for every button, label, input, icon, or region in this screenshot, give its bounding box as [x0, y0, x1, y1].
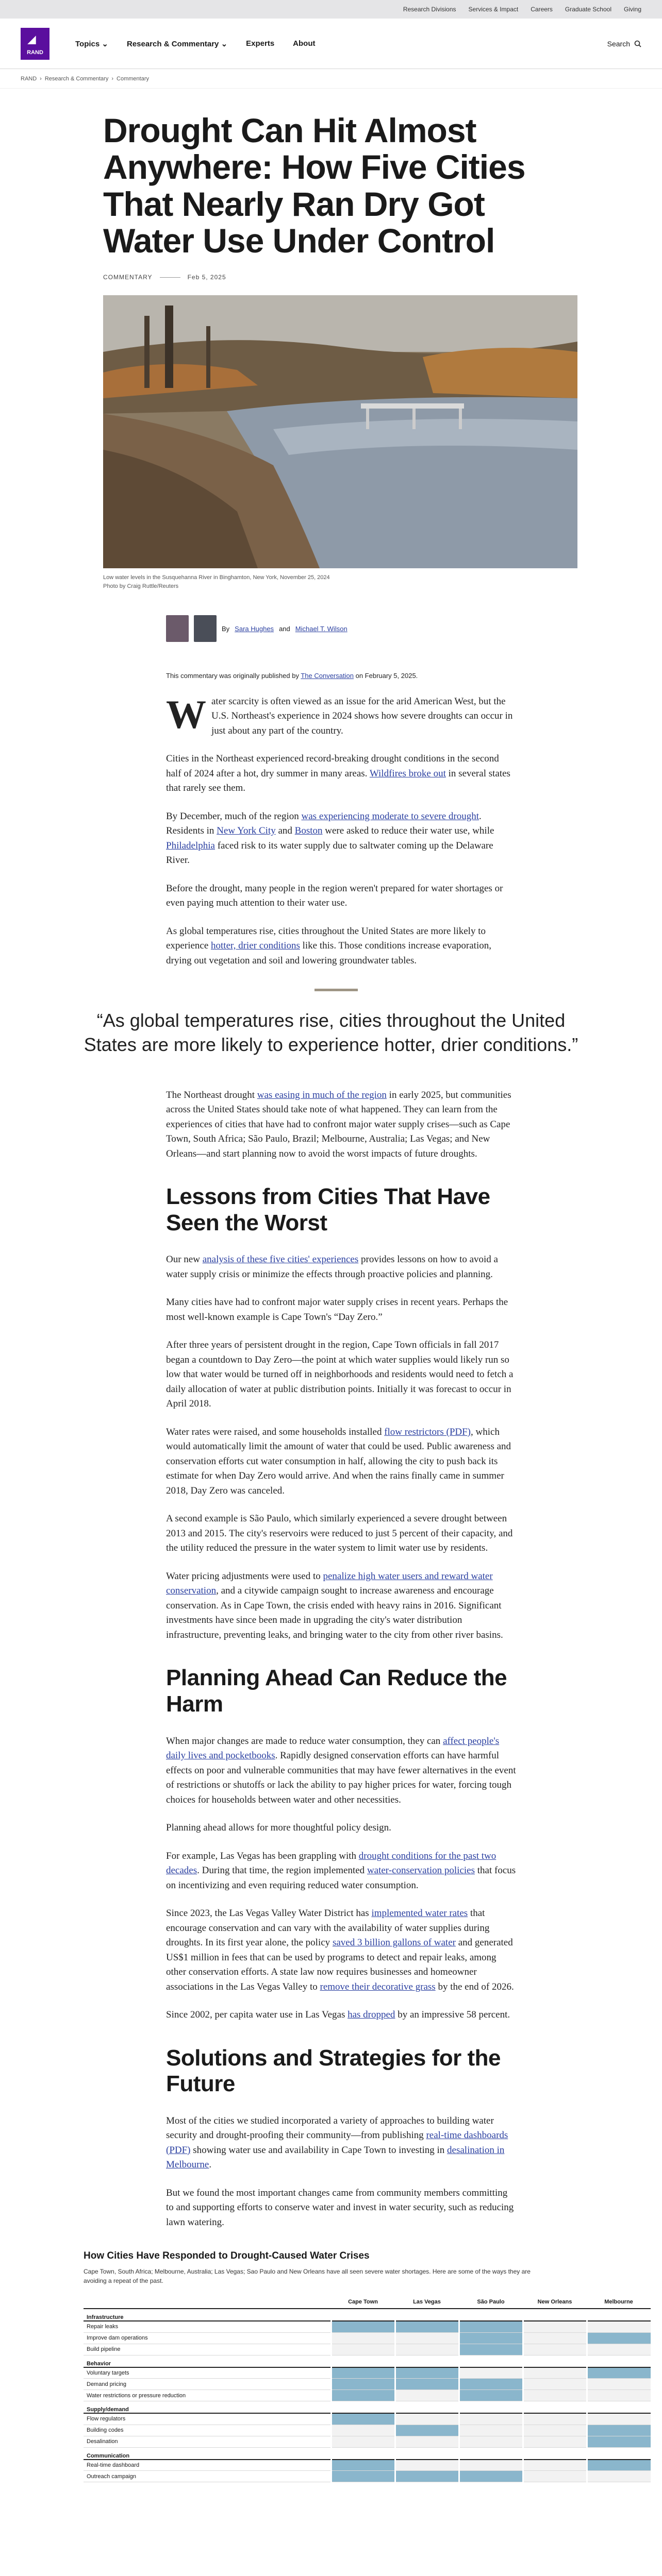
- table-cell-filled: [395, 2379, 459, 2390]
- table-cell-empty: [395, 2413, 459, 2425]
- table-group-label: Infrastructure: [84, 2309, 651, 2321]
- table-cell-filled: [459, 2332, 523, 2344]
- section-heading: Planning Ahead Can Reduce the Harm: [166, 1665, 507, 1717]
- paragraph: Water rates were raised, and some households installed flow restrictors (PDF), which would automatically limit the amount of water that could be used. Public awareness and conservation efforts cut water consumption in half, allowing the city to push back its estimate for when Day Zero would arrive. And when the rains finally came in summer 2018, Day Zero was canceled.: [166, 1426, 511, 1496]
- inline-link[interactable]: Boston: [294, 825, 323, 837]
- paragraph: Before the drought, many people in the region weren't prepared for water shortages or even paying much attention to their water use.: [166, 883, 503, 909]
- table-cell-empty: [395, 2460, 459, 2471]
- breadcrumb: [0, 69, 662, 89]
- paragraph: Our new analysis of these five cities' experiences provides lessons on how to avoid a water supply crisis or minimize the effects through proactive policies and planning.: [166, 1254, 498, 1280]
- table-cell-filled: [459, 2390, 523, 2401]
- table-cell-filled: [331, 2390, 395, 2401]
- table-cell-empty: [459, 2460, 523, 2471]
- paragraph: Water pricing adjustments were used to penalize high water users and reward water conservation, and a citywide campaign sought to increase awareness and encourage conservation. As in Cape Town, the crisis ended with heavy rains in 2016. Significant investments have since been made in upgrading the city's water distribution infrastructure, preventing leaks, and bringing water to the city from other river basins.: [166, 1570, 503, 1640]
- inline-link[interactable]: Philadelphia: [166, 840, 215, 851]
- drop-cap: W: [166, 691, 206, 737]
- table-row-label: Repair leaks: [84, 2321, 331, 2332]
- nav-research-commentary[interactable]: Research & Commentary ⌄: [126, 39, 228, 48]
- page-title: Drought Can Hit Almost Anywhere: How Five Cities That Nearly Ran Dry Got Water Use Under Control: [103, 111, 525, 260]
- table-row-label: Improve dam operations: [84, 2332, 331, 2344]
- table-cell-empty: [587, 2379, 651, 2390]
- table-description: Cape Town, South Africa; Melbourne, Australia; Las Vegas; Sao Paulo and New Orleans have all seen severe water shortages. Here are some of the ways they are avoiding a repeat of the past.: [84, 2268, 531, 2285]
- utility-bar: [0, 0, 662, 19]
- inline-link[interactable]: remove their decorative grass: [320, 1981, 436, 1992]
- utility-link-services[interactable]: Services & Impact: [468, 6, 519, 13]
- paragraph: Water scarcity is often viewed as an issue for the arid American West, but the U.S. Northeast's experience in 2024 shows how severe droughts can occur in just about any part of the country.: [166, 691, 513, 737]
- table-cell-empty: [523, 2390, 587, 2401]
- table-row-label: Outreach campaign: [84, 2471, 331, 2482]
- table-cell-filled: [587, 2332, 651, 2344]
- pull-quote: “As global temperatures rise, cities throughout the United States are more likely to experience hotter, drier conditions.”: [84, 1010, 578, 1055]
- inline-link[interactable]: water-conservation policies: [367, 1865, 475, 1876]
- table-group-row: [84, 2447, 651, 2460]
- table-group-label: Supply/demand: [84, 2401, 651, 2414]
- inline-link[interactable]: drought conditions for the past two decades: [166, 1850, 496, 1876]
- inline-link[interactable]: has dropped: [347, 2009, 395, 2021]
- byline-prefix: By: [222, 624, 230, 633]
- table-cell-filled: [331, 2471, 395, 2482]
- nav-items: [75, 39, 316, 48]
- originally-published-note: This commentary was originally published by The Conversation on February 5, 2025.: [166, 672, 418, 680]
- inline-link[interactable]: penalize high water users and reward water conservation: [166, 1570, 493, 1597]
- author-link[interactable]: Michael T. Wilson: [295, 624, 347, 633]
- utility-link-graduate-school[interactable]: Graduate School: [565, 6, 611, 13]
- table-header-row: [84, 2296, 651, 2309]
- table-cell-filled: [395, 2367, 459, 2379]
- table-row: [84, 2425, 651, 2436]
- byline-join: and: [279, 624, 290, 633]
- publish-date: Feb 5, 2025: [187, 274, 226, 281]
- column-header: Melbourne: [587, 2296, 651, 2309]
- table-cell-filled: [587, 2436, 651, 2447]
- table-cell-empty: [459, 2367, 523, 2379]
- table-body: [84, 2309, 651, 2482]
- table-row: [84, 2321, 651, 2332]
- table-cell-empty: [523, 2425, 587, 2436]
- table-title: How Cities Have Responded to Drought-Caused Water Crises: [84, 2250, 370, 2262]
- breadcrumb-commentary[interactable]: Commentary: [117, 75, 149, 82]
- table-header-blank: [84, 2296, 331, 2309]
- logo-text: RAND: [27, 49, 43, 56]
- table-cell-filled: [331, 2379, 395, 2390]
- search-label: Search: [607, 39, 630, 48]
- table-row-label: Water restrictions or pressure reduction: [84, 2390, 331, 2401]
- table-cell-filled: [587, 2367, 651, 2379]
- nav-about[interactable]: About: [293, 39, 316, 48]
- table-row-label: Building codes: [84, 2425, 331, 2436]
- column-header: New Orleans: [523, 2296, 587, 2309]
- table-cell-empty: [459, 2425, 523, 2436]
- article-header: [103, 112, 577, 590]
- utility-link-research-divisions[interactable]: Research Divisions: [403, 6, 456, 13]
- paragraph: The Northeast drought was easing in much of the region in early 2025, but communities across the United States should take note of what happened. They can learn from the experiences of cities that have had to confront major water supply crises—such as Cape Town, South Africa; São Paulo, Brazil; Melbourne, Australia; Las Vegas; and New Orleans—and start planning now to avoid the worst impacts of future droughts.: [166, 1089, 511, 1159]
- table-cell-empty: [395, 2332, 459, 2344]
- table-row: [84, 2344, 651, 2355]
- photo-caption: [103, 573, 577, 590]
- table-cell-filled: [459, 2321, 523, 2332]
- table-cell-empty: [395, 2390, 459, 2401]
- inline-link[interactable]: saved 3 billion gallons of water: [332, 1937, 456, 1948]
- meta-divider: [160, 277, 180, 278]
- chevron-down-icon: ⌄: [221, 39, 228, 48]
- table-row-label: Real-time dashboard: [84, 2460, 331, 2471]
- paragraph: When major changes are made to reduce water consumption, they can affect people's daily lives and pocketbooks. Rapidly designed conservation efforts can have harmful effects on poor and vulnerable communities that may have fewer alternatives in the event of restrictions or shutoffs or lack the ability to pay higher prices for water, forcing tough choices for households between water and other necessities.: [166, 1735, 516, 1805]
- table-cell-empty: [523, 2413, 587, 2425]
- response-table: [84, 2296, 651, 2482]
- column-header: Cape Town: [331, 2296, 395, 2309]
- table-cell-filled: [395, 2471, 459, 2482]
- table-cell-empty: [523, 2460, 587, 2471]
- table-cell-filled: [459, 2344, 523, 2355]
- column-header: Las Vegas: [395, 2296, 459, 2309]
- table-cell-filled: [587, 2460, 651, 2471]
- table-group-label: Behavior: [84, 2355, 651, 2367]
- article-body: [166, 671, 517, 968]
- rand-logo[interactable]: [21, 28, 49, 60]
- table-cell-filled: [331, 2460, 395, 2471]
- author-link[interactable]: Sara Hughes: [235, 624, 274, 633]
- table-group-label: Communication: [84, 2447, 651, 2460]
- table-cell-empty: [587, 2471, 651, 2482]
- table-row-label: Desalination: [84, 2436, 331, 2447]
- inline-link[interactable]: flow restrictors (PDF): [384, 1426, 471, 1437]
- paragraph: By December, much of the region was experiencing moderate to severe drought. Residents in New York City and Boston were asked to reduce their water use, while Philadelphia faced risk to its water supply due to saltwater coming up the Delaware River.: [166, 810, 494, 866]
- avatar[interactable]: [166, 615, 189, 642]
- table-group-row: [84, 2309, 651, 2321]
- table-row: [84, 2379, 651, 2390]
- table-cell-filled: [587, 2425, 651, 2436]
- river-illustration: [103, 295, 577, 568]
- search-icon: [634, 40, 641, 47]
- table-row: [84, 2436, 651, 2447]
- table-cell-empty: [459, 2436, 523, 2447]
- table-cell-empty: [523, 2321, 587, 2332]
- logo-mark-icon: ◢: [28, 33, 36, 45]
- paragraph: After three years of persistent drought in the region, Cape Town officials in fall 2017 began a countdown to Day Zero—the point at which water supplies would likely run so low that water would be turned off in neighborhoods and residents would need to fetch a daily allocation of water at public distribution points. Initially it was forecast to occur in April 2018.: [166, 1340, 514, 1410]
- table-group-row: [84, 2401, 651, 2414]
- table-cell-empty: [587, 2344, 651, 2355]
- table-cell-empty: [395, 2436, 459, 2447]
- paragraph: For example, Las Vegas has been grappling with drought conditions for the past two decades. During that time, the region implemented water-conservation policies that focus on incentivizing and even requiring reduced water consumption.: [166, 1850, 516, 1891]
- paragraph: But we found the most important changes came from community members committing to and supporting efforts to conserve water and invest in water security, such as reducing lawn watering.: [166, 2187, 514, 2228]
- table-cell-filled: [395, 2321, 459, 2332]
- nav-topics[interactable]: Topics ⌄: [75, 39, 108, 48]
- content-type[interactable]: COMMENTARY: [103, 274, 153, 281]
- table-cell-filled: [459, 2379, 523, 2390]
- inline-link[interactable]: was easing in much of the region: [257, 1089, 387, 1100]
- section-heading: Lessons from Cities That Have Seen the Worst: [166, 1184, 490, 1235]
- quote-divider: [315, 989, 358, 991]
- paragraph: Planning ahead allows for more thoughtful policy design.: [166, 1822, 391, 1834]
- hero-photo: [103, 295, 577, 568]
- utility-link-careers[interactable]: Careers: [531, 6, 553, 13]
- search-button[interactable]: [607, 40, 641, 48]
- response-table-figure: [84, 2250, 651, 2482]
- table-cell-empty: [395, 2344, 459, 2355]
- table-cell-filled: [331, 2321, 395, 2332]
- breadcrumb-rand[interactable]: RAND: [21, 75, 37, 82]
- table-cell-filled: [331, 2367, 395, 2379]
- paragraph: Since 2023, the Las Vegas Valley Water District has implemented water rates that encourage conservation and can vary with the availability of water supplies during droughts. In its first year alone, the policy saved 3 billion gallons of water and generated US$1 million in fees that can be used by programs to detect and repair leaks, among other conservation efforts. A state law now requires businesses and homeowner associations in the Las Vegas Valley to remove their decorative grass by the end of 2026.: [166, 1908, 514, 1992]
- inline-link[interactable]: hotter, drier conditions: [211, 940, 300, 952]
- table-row: [84, 2367, 651, 2379]
- table-row: [84, 2390, 651, 2401]
- table-cell-empty: [523, 2332, 587, 2344]
- table-cell-empty: [331, 2436, 395, 2447]
- inline-link[interactable]: desalination in Melbourne: [166, 2144, 505, 2171]
- caption-text: Low water levels in the Susquehanna River in Binghamton, New York, November 25, 2024: [103, 574, 330, 581]
- table-cell-empty: [523, 2471, 587, 2482]
- table-cell-filled: [459, 2471, 523, 2482]
- nav-experts[interactable]: Experts: [246, 39, 275, 48]
- paragraph: Cities in the Northeast experienced record-breaking drought conditions in the second half of 2024 after a hot, dry summer in many areas. Wildfires broke out in several states that rarely see them.: [166, 753, 510, 794]
- section-heading: Solutions and Strategies for the Future: [166, 2045, 501, 2097]
- table-row-label: Flow regulators: [84, 2413, 331, 2425]
- table-cell-empty: [587, 2413, 651, 2425]
- table-cell-empty: [523, 2367, 587, 2379]
- chevron-down-icon: ⌄: [102, 39, 108, 48]
- breadcrumb-research[interactable]: Research & Commentary: [44, 75, 109, 82]
- utility-link-giving[interactable]: Giving: [623, 6, 641, 13]
- table-cell-empty: [523, 2344, 587, 2355]
- paragraph: A second example is São Paulo, which similarly experienced a severe drought between 2013 and 2015. The city's reservoirs were reduced to just 5 percent of their capacity, and the utility reduced the pressure in the water system to limit water use by residents.: [166, 1513, 513, 1554]
- paragraph: As global temperatures rise, cities throughout the United States are more likely to experience hotter, drier conditions like this. Those conditions increase evaporation, drying out vegetation and soil and lowering groundwater tables.: [166, 925, 491, 966]
- table-cell-empty: [587, 2390, 651, 2401]
- table-cell-empty: [523, 2379, 587, 2390]
- table-cell-empty: [331, 2425, 395, 2436]
- table-group-row: [84, 2355, 651, 2367]
- table-row-label: Demand pricing: [84, 2379, 331, 2390]
- table-row-label: Voluntary targets: [84, 2367, 331, 2379]
- article-meta: [103, 274, 577, 281]
- table-cell-empty: [587, 2321, 651, 2332]
- avatar[interactable]: [194, 615, 217, 642]
- table-cell-empty: [523, 2436, 587, 2447]
- paragraph: Most of the cities we studied incorporated a variety of approaches to building water security and drought-proofing their community—from publishing real-time dashboards (PDF) showing water use and availability in Cape Town to investing in desalination in Melbourne.: [166, 2115, 508, 2171]
- table-row: [84, 2332, 651, 2344]
- table-row: [84, 2471, 651, 2482]
- paragraph: Since 2002, per capita water use in Las Vegas has dropped by an impressive 58 percent.: [166, 2009, 510, 2021]
- table-cell-empty: [331, 2332, 395, 2344]
- inline-link[interactable]: Wildfires broke out: [369, 768, 446, 779]
- inline-link[interactable]: affect people's daily lives and pocketbooks: [166, 1735, 500, 1761]
- table-row: [84, 2413, 651, 2425]
- chevron-right-icon: ›: [111, 75, 114, 82]
- table-cell-filled: [331, 2413, 395, 2425]
- table-cell-empty: [331, 2344, 395, 2355]
- photo-credit: Photo by Craig Ruttle/Reuters: [103, 583, 179, 589]
- table-cell-empty: [459, 2413, 523, 2425]
- column-header: São Paulo: [459, 2296, 523, 2309]
- table-row: [84, 2460, 651, 2471]
- inline-link[interactable]: implemented water rates: [371, 1908, 468, 1919]
- table-cell-filled: [395, 2425, 459, 2436]
- article-body-continued: [166, 1088, 517, 2230]
- table-row-label: Build pipeline: [84, 2344, 331, 2355]
- inline-link[interactable]: real-time dashboards (PDF): [166, 2130, 508, 2156]
- chevron-right-icon: ›: [40, 75, 42, 82]
- source-link[interactable]: The Conversation: [301, 672, 354, 680]
- inline-link[interactable]: was experiencing moderate to severe drought: [301, 810, 479, 822]
- inline-link[interactable]: analysis of these five cities' experiences: [202, 1254, 359, 1265]
- inline-link[interactable]: New York City: [217, 825, 276, 837]
- author-byline: [166, 615, 662, 642]
- paragraph: Many cities have had to confront major water supply crises in recent years. Perhaps the most well-known example is Cape Town's “Day Zero.”: [166, 1297, 508, 1323]
- main-nav: [0, 19, 662, 69]
